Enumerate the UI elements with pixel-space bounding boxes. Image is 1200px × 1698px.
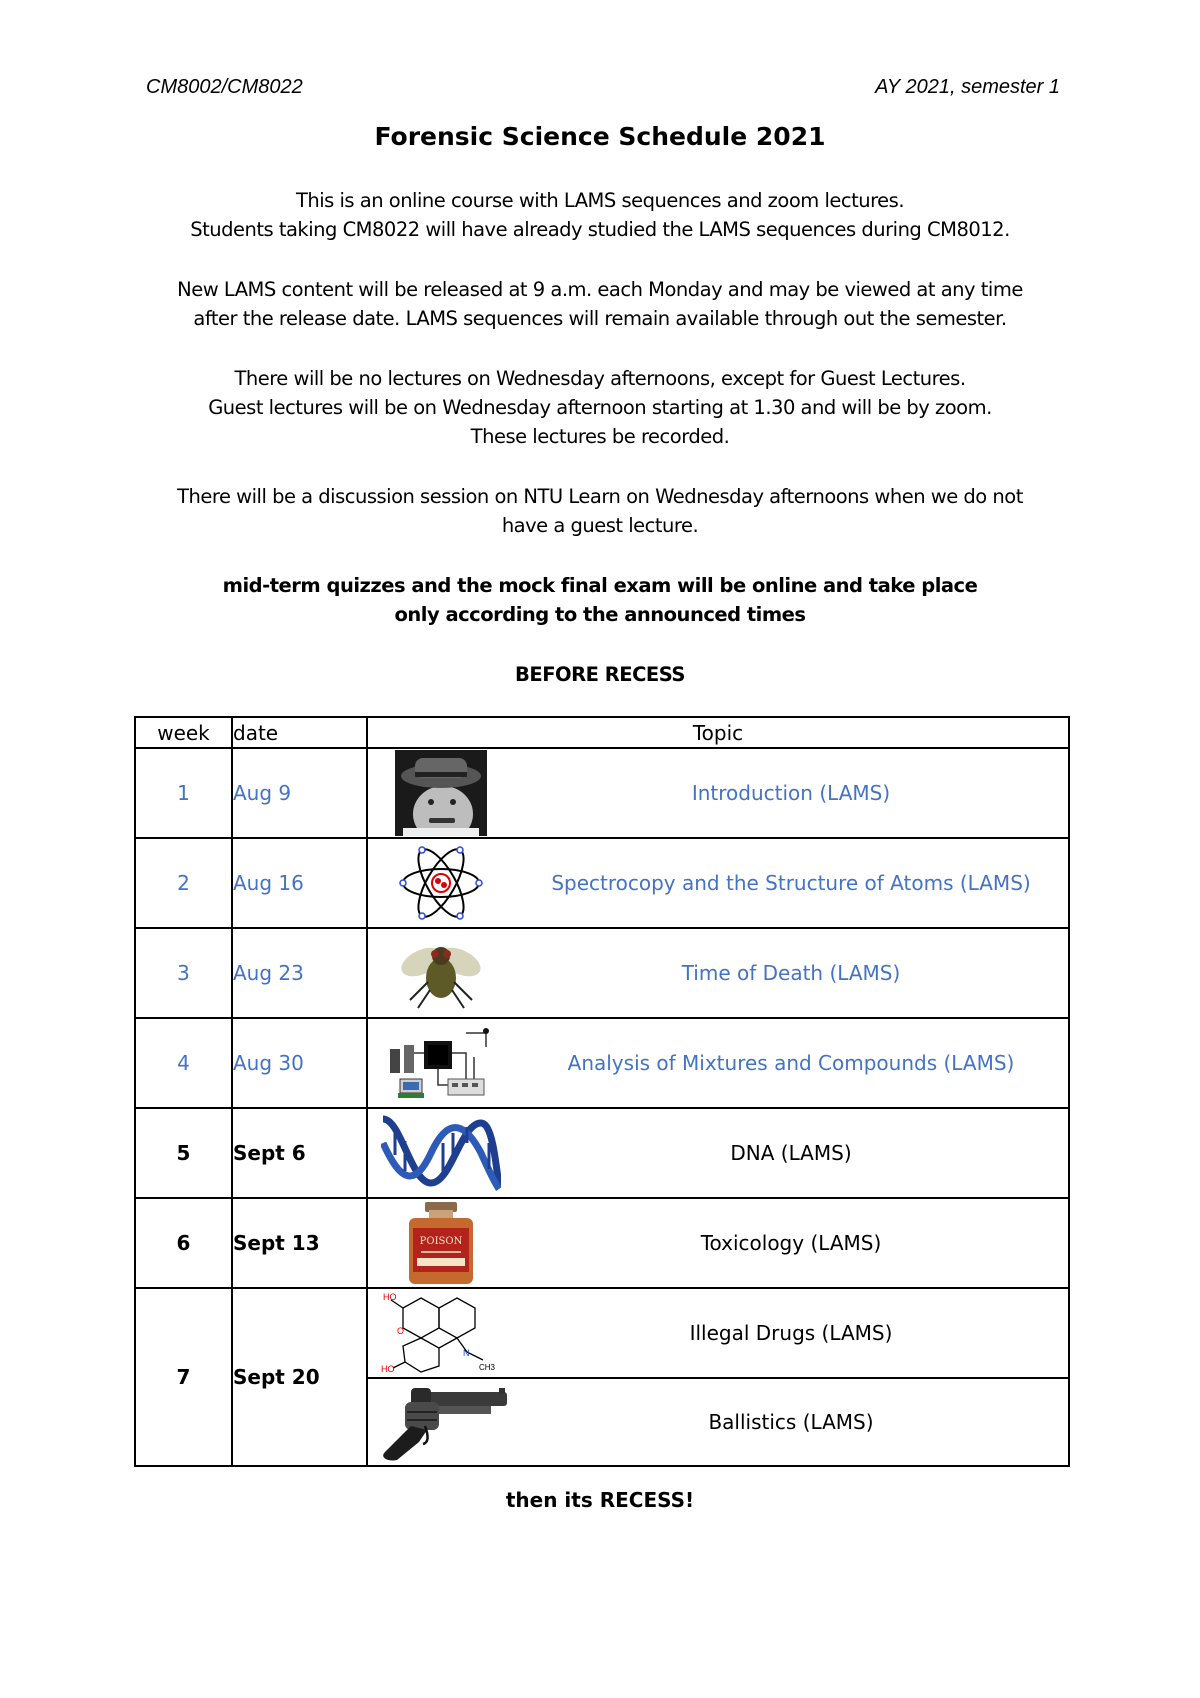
week-cell: 6 (135, 1198, 232, 1288)
topic-cell (367, 1018, 1069, 1108)
section-heading: BEFORE RECESS (515, 663, 685, 686)
date-cell: Sept 13 (232, 1198, 367, 1288)
header-week: week (135, 717, 232, 748)
table-row (135, 748, 1069, 838)
mol-ho-top: HO (383, 1292, 397, 1302)
date-cell: Sept 6 (232, 1108, 367, 1198)
page-title: Forensic Science Schedule 2021 (374, 122, 826, 151)
lectures-paragraph: There will be no lectures on Wednesday afternoons, except for Guest Lectures. Guest lectures will be on Wednesday afternoon starting at 1.30 and will be by zoom. These lectures be recorded. (208, 367, 992, 448)
course-code: CM8002/CM8022 (146, 76, 303, 98)
fly-icon (368, 934, 514, 1012)
topic-cell (367, 1198, 1069, 1288)
molecule-structure-icon (368, 1290, 514, 1376)
dna-helix-icon (368, 1113, 514, 1193)
topic-cell (367, 1378, 1069, 1466)
schedule-table (134, 716, 1070, 1467)
date-cell: Aug 30 (232, 1018, 367, 1108)
topic-label: DNA (LAMS) (730, 1141, 852, 1165)
topic-cell (367, 1288, 1069, 1378)
table-row (135, 838, 1069, 928)
mol-ho-bottom: HO (381, 1364, 395, 1374)
atom-icon (368, 841, 514, 925)
topic-label: Ballistics (LAMS) (708, 1410, 874, 1434)
topic-cell (367, 748, 1069, 838)
table-row (135, 1198, 1069, 1288)
table-header-row (135, 717, 1069, 748)
mol-n: N (463, 1348, 470, 1358)
date-cell: Aug 16 (232, 838, 367, 928)
bottle-label: POISON (419, 1236, 463, 1247)
topic-cell (367, 928, 1069, 1018)
poison-bottle-icon (368, 1200, 514, 1286)
lab-apparatus-icon (368, 1023, 514, 1103)
header-date: date (232, 717, 367, 748)
week-cell: 5 (135, 1108, 232, 1198)
detective-portrait-icon (368, 750, 514, 836)
topic-label: Analysis of Mixtures and Compounds (LAMS) (567, 1051, 1015, 1075)
term-label: AY 2021, semester 1 (875, 76, 1060, 98)
table-row (135, 1288, 1069, 1378)
recess-note: then its RECESS! (505, 1488, 695, 1512)
topic-label: Introduction (LAMS) (691, 781, 891, 805)
table-row (135, 928, 1069, 1018)
discussion-paragraph: There will be a discussion session on NTU Learn on Wednesday afternoons when we do not have a guest lecture. (177, 485, 1023, 537)
release-paragraph: New LAMS content will be released at 9 a.m. each Monday and may be viewed at any time after the release date. LAMS sequences will remain available through out the semester. (177, 278, 1023, 330)
date-cell: Sept 20 (232, 1288, 367, 1466)
week-cell: 7 (135, 1288, 232, 1466)
week-cell: 4 (135, 1018, 232, 1108)
intro-paragraph: This is an online course with LAMS sequences and zoom lectures. Students taking CM8022 will have already studied the LAMS sequences during CM8012. (190, 189, 1010, 241)
topic-cell (367, 838, 1069, 928)
topic-cell (367, 1108, 1069, 1198)
topic-label: Spectrocopy and the Structure of Atoms (LAMS) (551, 871, 1031, 895)
mol-ch3: CH3 (479, 1363, 496, 1372)
date-cell: Aug 23 (232, 928, 367, 1018)
quiz-paragraph: mid-term quizzes and the mock final exam will be online and take place only according to the announced times (222, 574, 978, 626)
topic-label: Toxicology (LAMS) (700, 1231, 882, 1255)
revolver-icon (368, 1382, 514, 1462)
topic-label: Illegal Drugs (LAMS) (689, 1321, 893, 1345)
date-cell: Aug 9 (232, 748, 367, 838)
mol-o: O (397, 1326, 405, 1336)
topic-label: Time of Death (LAMS) (681, 961, 901, 985)
header-topic: Topic (367, 717, 1069, 748)
week-cell: 3 (135, 928, 232, 1018)
table-row (135, 1018, 1069, 1108)
table-row (135, 1108, 1069, 1198)
week-cell: 2 (135, 838, 232, 928)
week-cell: 1 (135, 748, 232, 838)
